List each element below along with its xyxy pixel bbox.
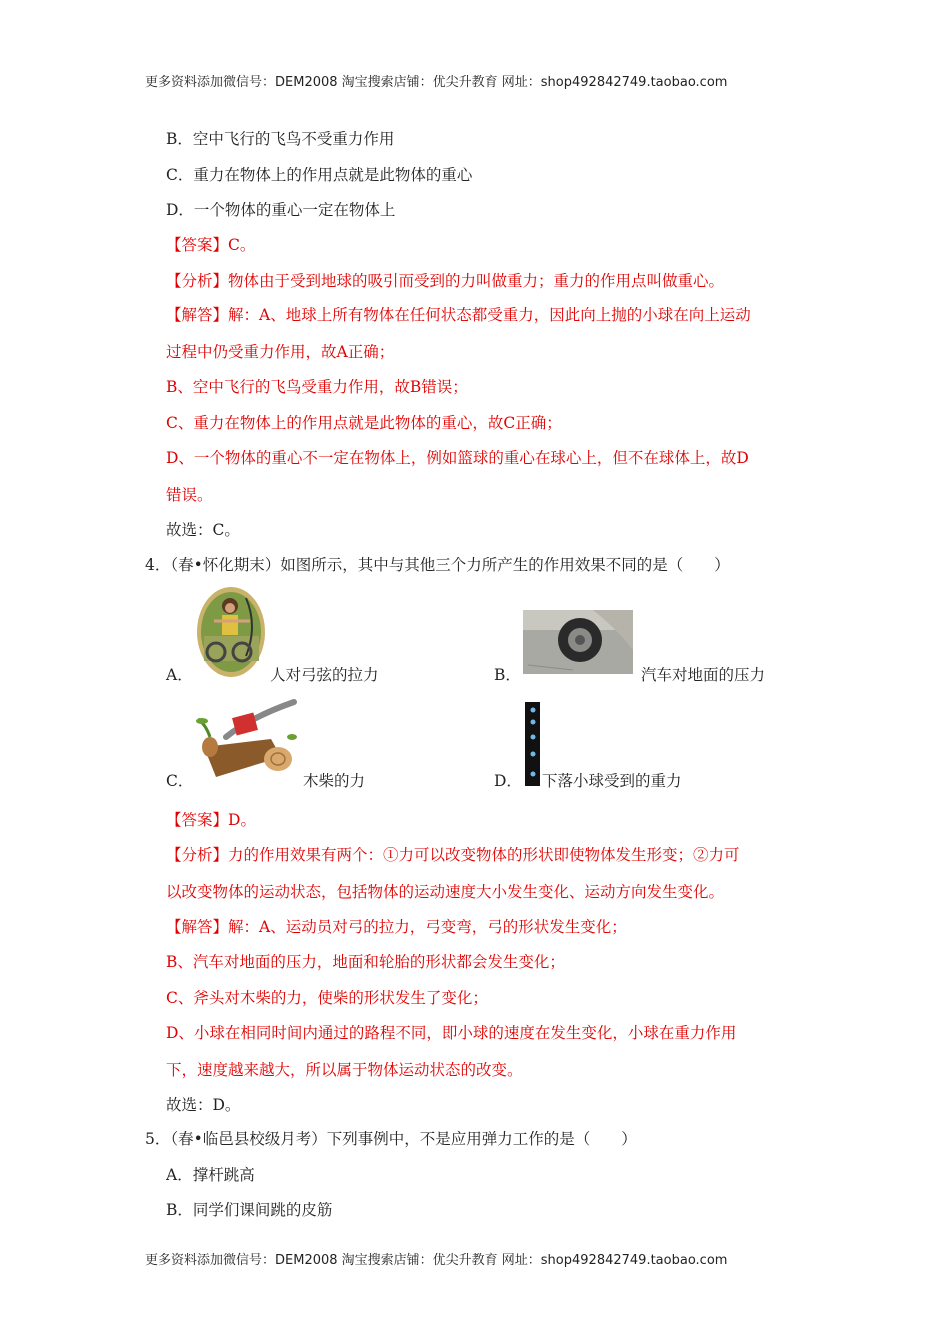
q4-option-a-letter: A． [166,666,193,684]
q4-option-d-letter: D． [494,772,522,790]
q4-option-c-text: 木柴的力 [303,772,366,790]
q5-option-b: B．同学们课间跳的皮筋 [166,1201,333,1219]
page-header: 更多资料添加微信号：DEM2008 淘宝搜索店铺：优尖升教育 网址：shop492842749.taobao.com [145,75,728,90]
analysis-text: 力的作用效果有两个：①力可以改变物体的形状即使物体发生形变；②力可 [228,846,740,864]
analysis-tag: 【分析】 [166,846,229,864]
q5-option-a: A．撑杆跳高 [166,1166,255,1184]
q3-solution-line5: D、一个物体的重心不一定在物体上，例如篮球的重心在球心上，但不在球体上，故D [166,449,749,467]
q4-answer [166,808,256,830]
q3-choice: 故选：C。 [166,521,240,539]
q3-solution-line4: C、重力在物体上的作用点就是此物体的重心，故C正确； [166,414,562,432]
q3-solution-line2: 过程中仍受重力作用，故A正确； [166,343,395,361]
q3-solution-line6: 错误。 [166,486,213,504]
analysis-text: 物体由于受到地球的吸引而受到的力叫做重力；重力的作用点叫做重心。 [228,272,725,290]
q4-solution-line1 [166,915,627,937]
q4-solution-line2: B、汽车对地面的压力，地面和轮胎的形状都会发生变化； [166,953,565,971]
q4-option-b-letter: B． [494,666,521,684]
q3-analysis [166,269,724,291]
q4-solution-line4: D、小球在相同时间内通过的路程不同，即小球的速度在发生变化，小球在重力作用 [166,1024,737,1042]
answer-tag: 【答案】 [166,236,229,254]
q4-analysis-line2: 以改变物体的运动状态，包括物体的运动速度大小发生变化、运动方向发生变化。 [166,883,725,901]
q4-solution-line3: C、斧头对木柴的力，使柴的形状发生了变化； [166,989,488,1007]
q3-answer [166,233,255,255]
q3-option-b: B．空中飞行的飞鸟不受重力作用 [166,130,395,148]
q4-stem: 4．（春•怀化期末）如图所示，其中与其他三个力所产生的作用效果不同的是（ ） [145,556,730,574]
solution-tag: 【解答】 [166,306,229,324]
q4-analysis-line1 [166,843,740,865]
q4-option-a-text: 人对弓弦的拉力 [270,666,379,684]
q3-option-c: C．重力在物体上的作用点就是此物体的重心 [166,166,473,184]
q3-solution-line3: B、空中飞行的飞鸟受重力作用，故B错误； [166,378,468,396]
analysis-tag: 【分析】 [166,272,229,290]
q4-option-d-text: 下落小球受到的重力 [542,772,682,790]
q4-solution-line5: 下，速度越来越大，所以属于物体运动状态的改变。 [166,1061,523,1079]
q4-option-b-text: 汽车对地面的压力 [641,666,766,684]
q4-choice: 故选：D。 [166,1096,241,1114]
q5-stem: 5．（春•临邑县校级月考）下列事例中，不是应用弹力工作的是（ ） [145,1130,637,1148]
q3-option-d: D．一个物体的重心一定在物体上 [166,201,396,219]
car-tire-image [523,610,633,674]
q3-solution-line1 [166,303,751,325]
archer-image [196,586,266,678]
q4-option-c-letter: C． [166,772,194,790]
solution-text: 解：A、运动员对弓的拉力，弓变弯，弓的形状发生变化； [228,918,627,936]
solution-text: 解：A、地球上所有物体在任何状态都受重力，因此向上抛的小球在向上运动 [228,306,751,324]
axe-wood-image [196,697,302,783]
page-footer: 更多资料添加微信号：DEM2008 淘宝搜索店铺：优尖升教育 网址：shop492842749.taobao.com [145,1253,728,1268]
falling-ball-image [525,702,540,786]
answer-value: C。 [228,236,256,254]
answer-tag: 【答案】 [166,811,229,829]
solution-tag: 【解答】 [166,918,229,936]
answer-value: D。 [228,811,256,829]
